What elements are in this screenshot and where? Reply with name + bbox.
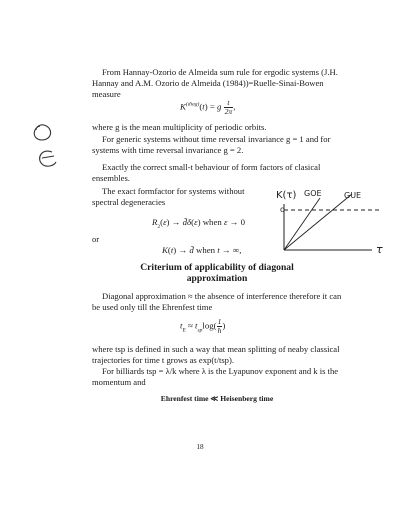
g-meaning-paragraph	[92, 122, 352, 133]
or-text	[92, 234, 99, 245]
exact-formfactor-text: The exact formfactor for systems without spectral degeneracies	[92, 186, 245, 207]
tsp-definition-paragraph	[92, 344, 347, 366]
margin-handwritten-marks	[28, 118, 68, 178]
generic-systems-paragraph	[92, 134, 342, 156]
page-number	[190, 443, 210, 451]
r2-equation: $R_2(\varepsilon)$ → d̄δ(ε) when ε → 0	[152, 217, 246, 230]
d-label: d	[280, 205, 286, 214]
handwritten-goe-label	[304, 189, 322, 198]
generic-systems-text: For generic systems without time reversal invariance g = 1 and for systems with time reversal invariance g = 2.	[92, 134, 331, 155]
diagonal-approx-paragraph	[92, 291, 342, 313]
diagonal-approx-text: Diagonal approximation ≈ the absence of interference therefore it can be used only till the Ehrenfest time	[92, 291, 342, 312]
handwritten-d-label	[280, 205, 285, 214]
k-tau-label: K(τ)	[276, 190, 297, 201]
handwritten-tau-label	[376, 243, 383, 256]
exact-formfactor-paragraph	[92, 186, 270, 208]
g-meaning-text: where g is the mean multiplicity of periodic orbits.	[92, 122, 267, 132]
heading-line-1: Criterium of applicability of diagonal	[140, 262, 294, 273]
handwritten-gue-label	[344, 191, 361, 200]
gue-label: GUE	[344, 191, 362, 200]
ehrenfest-statement	[92, 394, 342, 403]
tsp-definition-text: where tsp is defined in such a way that mean splitting of neaby classical trajectories for time t grows as exp(t/tsp).	[92, 344, 340, 365]
section-heading	[92, 262, 342, 284]
k-diag-equation: $K^{(diag)}(t) = g$ $\frac{t}{2\pi}$ ,	[180, 98, 236, 116]
page-number-text: 18	[196, 443, 204, 451]
exactly-paragraph	[92, 162, 342, 184]
t-e-equation: $t_E \approx t_{sp}\log$( $\frac{1}{ħ}$ )	[180, 317, 226, 335]
ehrenfest-statement-text: Ehrenfest time ≪ Heisenberg time	[160, 394, 274, 403]
intro-paragraph	[92, 67, 342, 100]
exactly-text: Exactly the correct small-t behaviour of form factors of clasical ensembles.	[92, 162, 321, 183]
or-label: or	[92, 234, 100, 244]
k-limit-equation: K(t) → d̄ when t → ∞,	[162, 245, 242, 255]
heading-line-2: approximation	[186, 273, 248, 284]
billiards-paragraph	[92, 366, 342, 388]
tau-label: τ	[376, 243, 383, 256]
intro-text: From Hannay-Ozorio de Almeida sum rule for ergodic systems (J.H. Hannay and A.M. Ozorio de Almeida (1984))=Ruelle-Sinai-Bowen measure	[92, 67, 338, 99]
billiards-text: For billiards tsp = λ/k where λ is the Lyapunov exponent and k is the momentum and	[92, 366, 339, 387]
handwritten-k-label	[276, 190, 296, 201]
goe-label: GOE	[304, 189, 322, 198]
